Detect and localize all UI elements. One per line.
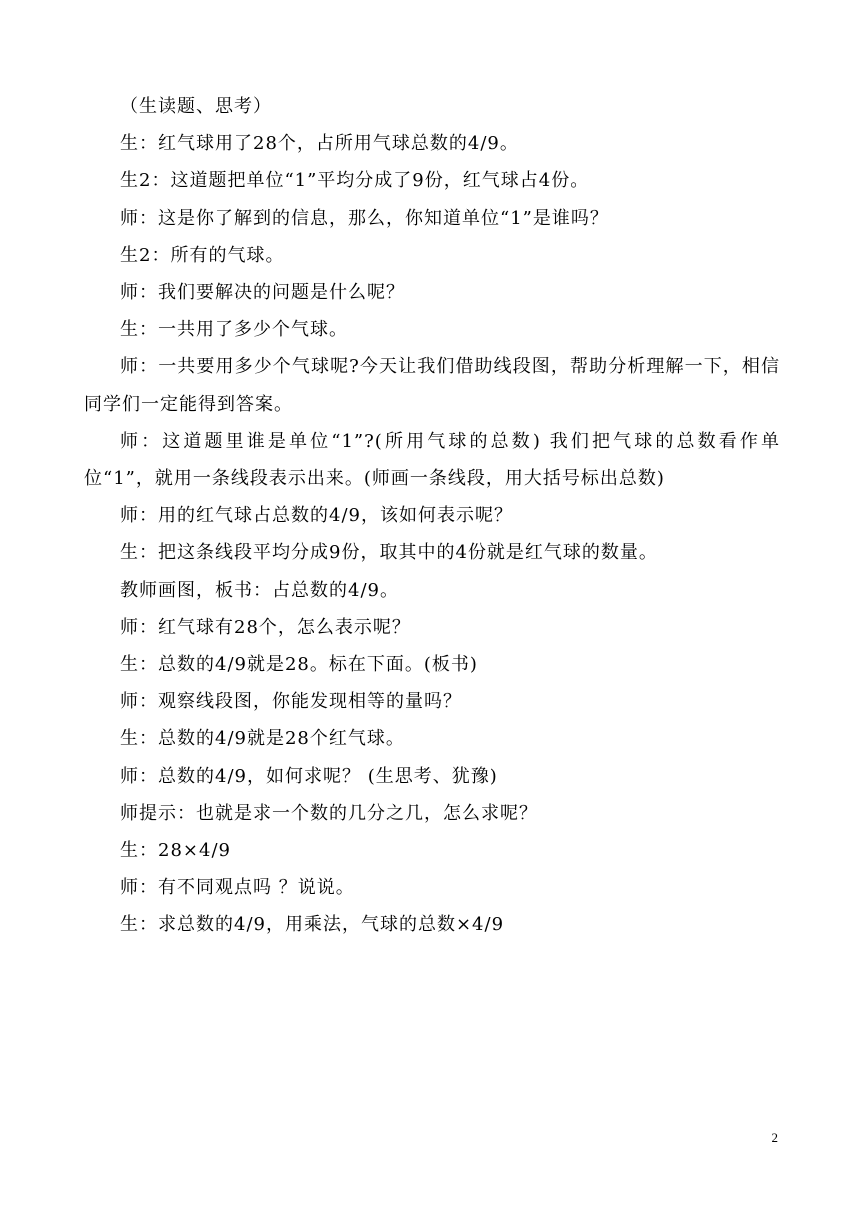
paragraph: 生：一共用了多少个气球。 — [120, 319, 348, 341]
lesson-transcript — [84, 88, 780, 944]
paragraph: 师：总数的4/9，如何求呢？ (生思考、犹豫) — [120, 765, 498, 787]
paragraph: 生：求总数的4/9，用乘法，气球的总数×4/9 — [120, 914, 505, 936]
paragraph: 生：总数的4/9就是28个红气球。 — [120, 728, 405, 750]
paragraph: 师提示：也就是求一个数的几分之几，怎么求呢？ — [120, 802, 538, 824]
paragraph: 师：这道题里谁是单位“1”?(所用气球的总数) 我们把气球的总数看作单位“1”，就用一条线段表示出来。(师画一条线段，用大括号标出总数) — [84, 430, 780, 490]
paragraph: 生：把这条线段平均分成9份，取其中的4份就是红气球的数量。 — [120, 542, 658, 564]
paragraph: 生：红气球用了28个，占所用气球总数的4/9。 — [120, 133, 519, 155]
paragraph: 师：用的红气球占总数的4/9，该如何表示呢？ — [120, 505, 513, 527]
paragraph: 师：这是你了解到的信息，那么，你知道单位“1”是谁吗？ — [120, 207, 609, 229]
page-number: 2 — [771, 1130, 778, 1145]
paragraph: 生：28×4/9 — [120, 840, 231, 862]
paragraph: 生2：所有的气球。 — [120, 244, 285, 266]
paragraph: 师：一共要用多少个气球呢?今天让我们借助线段图，帮助分析理解一下，相信同学们一定能得到答案。 — [84, 356, 780, 415]
paragraph: 教师画图，板书：占总数的4/9。 — [120, 579, 399, 601]
paragraph: （生读题、思考） — [120, 96, 272, 117]
paragraph: 师：红气球有28个，怎么表示呢？ — [120, 616, 411, 638]
paragraph: 师：我们要解决的问题是什么呢？ — [120, 282, 405, 304]
paragraph: 生2：这道题把单位“1”平均分成了9份，红气球占4份。 — [120, 170, 590, 192]
paragraph: 师：有不同观点吗 ？说说。 — [120, 877, 355, 899]
paragraph: 师：观察线段图，你能发现相等的量吗？ — [120, 691, 462, 713]
paragraph: 生：总数的4/9就是28。标在下面。(板书) — [120, 654, 478, 676]
